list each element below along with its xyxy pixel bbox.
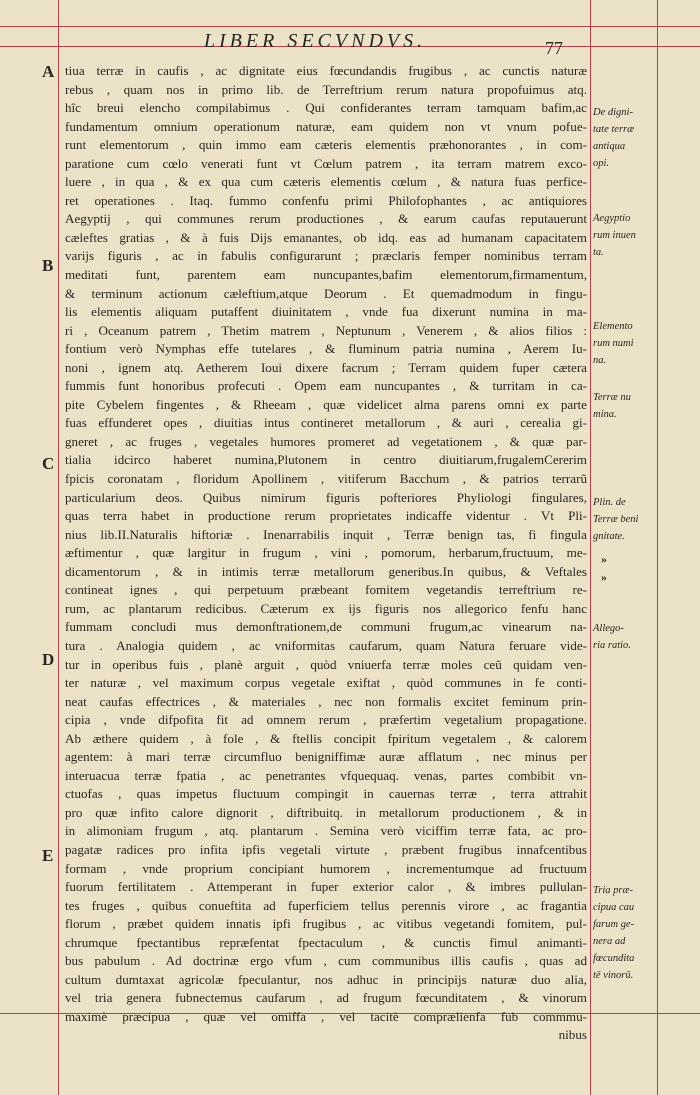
marginal-note-line: Terræ nu <box>593 392 631 403</box>
text-line: tes fruges , quibus conueftita ad fuperficiem tellus perennis virore , ac fragantia <box>65 897 587 913</box>
marginal-note-line: Allego- <box>593 623 624 634</box>
text-line: neat caufas effectrices , & materiales , nec non formalis excitet feminum prin- <box>65 693 587 709</box>
running-head: LIBER SECVNDVS. <box>203 30 427 52</box>
section-letter-e: E <box>42 846 54 865</box>
text-line: tiua terræ in caufis , ac dignitate eius fœcundandis frugibus , ac cunctis naturæ <box>65 63 587 78</box>
section-letter-d: D <box>42 650 55 669</box>
margin-note-rule-left <box>590 0 591 1095</box>
marginal-note-line: antiqua <box>593 141 626 152</box>
marginal-note-line: fœcundita <box>593 953 635 964</box>
text-line: fpicis coronatam , floridum Apollinem , vitiferum Bacchum , & patrios terrarũ <box>65 471 587 487</box>
text-line: pagatæ radices pro infita ipfis vegetali virtute , præbent frugibus innafcentibus <box>65 841 587 857</box>
text-line: ret operationes . Itaq. fummo confenfu primi Philofophantes , ac antiquiores <box>65 192 587 208</box>
text-line: Ab æthere quidem , à fole , & ftellis concipit fpiritum vegetalem , & calorem <box>65 730 587 746</box>
marginal-note-line: Plin. de <box>593 497 626 508</box>
marginal-note-aegyptiorum <box>593 210 655 261</box>
text-line: runt elementorum , quin immo eam cæteris elementis præhonorantes , in com- <box>65 137 587 153</box>
text-line: pite Cybelem fingentes , & Rheeam , quæ videlicet alma parens omni ex parte <box>65 396 587 412</box>
marginal-note-line: gnitate. <box>593 531 625 542</box>
text-line: rebus , quam nos in primo lib. de Terreftrium rerum natura propofuimus atq. <box>65 81 587 97</box>
text-line: bus pabulum . Ad doctrinæ ergo vfum , cum communibus illis caufis , quas ad <box>65 953 587 969</box>
marginal-note-line: De digni- <box>593 107 633 118</box>
text-line: tur in operibus fuis , planè arguit , quòd vniuerfa terræ moles ceũ quidam ven- <box>65 656 587 672</box>
text-line: contineat ignes , qui perpetuum præbeant fomitem vegetandis terreftrium re- <box>65 582 587 598</box>
text-line: rum, ac plantarum redicibus. Cæterum ex ijs figuris nos allegorico fenfu hanc <box>65 600 587 616</box>
section-letter-c: C <box>42 454 55 473</box>
marginal-note-allegoria <box>593 620 655 654</box>
text-line: nibus <box>558 1027 587 1043</box>
text-line: & terminum actionum cæleftium,atque Deorum . Et quemadmodum in fingu- <box>65 285 587 301</box>
marginal-note-line: tē vinorū. <box>593 970 634 981</box>
text-line: hîc breui elencho compilabimus . Qui confiderantes terram tamquam bafim,ac <box>65 100 587 116</box>
text-line: particularium deos. Quibus nimirum figuris pofteriores Phyliologi fingulares, <box>65 489 587 505</box>
marginal-note-line: na. <box>593 355 607 366</box>
marginal-note-line: nera ad <box>593 936 626 947</box>
marginal-note-line: ria ratio. <box>593 640 631 651</box>
text-line: lis elementis aliquam putaffent diuinitatem , vnde fua dixerunt numina in ma- <box>65 304 587 320</box>
text-line: gneret , ac fruges , vegetales humores promeret ad vegetationem , & quæ par- <box>65 433 587 449</box>
text-line: Aegyptij , qui communes rerum productiones , & earum caufas reputauerunt <box>65 211 587 227</box>
text-line: fontium verò Nymphas effe tutelares , & fluminum patria numina , Aerem Iu- <box>65 341 587 357</box>
marginal-note-line: Elemento <box>593 321 633 332</box>
text-line: maximè præcipua , quæ vel omiffa , vel tacitè comprælienfa fub commmu- <box>65 1008 587 1024</box>
marginal-note-elementorum <box>593 318 655 369</box>
text-line: fuorum fertilitatem . Attemperant in fuper exterior calor , & imbres pullulan- <box>65 879 587 895</box>
header-rule-top <box>0 26 700 27</box>
text-line: dicamentorum , & in intimis terræ metallorum generibus.In quibus, & Veftales <box>65 563 587 579</box>
body-text <box>65 62 587 1045</box>
text-line: noni , ignem atq. Aetherem Ioui dixere facrum ; Terram quidem fuper cætera <box>65 359 587 375</box>
text-line: florum , præbet quidem innatis ipfi frugibus , ac vitibus vegetandi fomitem, pul- <box>65 916 587 932</box>
text-line: paratione cum cœlo venerati funt vt Cœlum patrem , ita terram matrem exco- <box>65 155 587 171</box>
section-letter-b: B <box>42 256 54 275</box>
text-line: cipia , vnde difpofita fit ad omnem rerum , præfertim vegetalium propagatione. <box>65 712 587 728</box>
marginal-note-line: rum inuen <box>593 230 636 241</box>
quote-mark: » <box>601 570 607 584</box>
marginal-note-line: rum numi <box>593 338 634 349</box>
text-line: tialia idcirco haberet numina,Plutonem in centro diuitiarum,frugalemCererim <box>65 452 587 468</box>
text-line: interuacua terræ fpatia , ac penetrantes vfquequaq. venas, partes combibit vn- <box>65 767 587 783</box>
marginal-note-line: farum ge- <box>593 919 635 930</box>
text-line: chrumque fpectantibus repræfentat fpectaculum , & cunctis fimul animanti- <box>65 934 587 950</box>
text-line: cultum dumtaxat agricolæ fpeculantur, nos adhuc in principijs naturæ duo alia, <box>65 971 587 987</box>
marginal-note-line: ta. <box>593 247 604 258</box>
marginal-note-line: opi. <box>593 158 610 169</box>
text-line: fuas effunderet opes , diuitias intus contineret metallorum , & auri , cerealia gi- <box>65 415 587 431</box>
text-line: fundamentum omnium operationum naturæ, eam quidem non vt vnum pofue- <box>65 118 587 134</box>
marginal-note-line: Tria præ- <box>593 885 633 896</box>
text-line: cæleftes gratias , & à fuis Dijs emanantes, ob idq. eas ad humanam capacitatem <box>65 229 587 245</box>
marginal-note-line: tate terræ <box>593 124 635 135</box>
marginal-note-line: Aegyptio <box>593 213 631 224</box>
marginal-note-plinius <box>593 494 655 545</box>
text-line: vel tria genera fubnectemus caufarum , ad frugum fœcunditatem , & vinorum <box>65 990 587 1006</box>
marginal-note-tria-genera <box>593 882 655 984</box>
margin-note-rule-right <box>657 0 658 1095</box>
text-line: ctuofas , quas impetus fluctuum compingit in cauernas terræ , terra attrahit <box>65 786 587 802</box>
marginal-note-dignitate <box>593 104 655 172</box>
text-line: formam , vnde proprium concipiant humorem , incrementumque ad fructuum <box>65 860 587 876</box>
text-line: æftimentur , quæ largitur in frugum , vini , pomorum, herbarum,fructuum, me- <box>65 545 587 561</box>
section-letter-a: A <box>42 62 55 81</box>
quote-mark: » <box>601 552 607 566</box>
text-line: quas terra habet in productione rerum proprietates indicaffe videntur . Vt Pli- <box>65 508 587 524</box>
left-margin-rule <box>58 0 59 1095</box>
text-line: tura . Analogia quidem , ac vniformitas caufarum, quam Natura feruare vide- <box>65 637 587 653</box>
text-line: agentem: à mari terræ circumfluo benigniffimæ auræ afflatum , nec minus per <box>65 749 587 765</box>
page-number: 77 <box>545 38 563 58</box>
text-line: luere , in qua , & ex qua cum cæteris elementis cœlum , & natura fuas perfice- <box>65 174 587 190</box>
text-line: meditati funt, parentem eam nuncupantes,bafim elementorum,firmamentum, <box>65 267 587 283</box>
text-line: fummis funt honoribus profecuti . Opem eam nuncupantes , & turritam in ca- <box>65 378 587 394</box>
text-line: pro quæ infito calore dignorit , diftribuitq. in metallorum productionem , & in <box>65 804 587 820</box>
text-line: in alimoniam frugum , atq. plantarum . Semina verò viciffim terræ fata, ac pro- <box>65 823 587 839</box>
text-line: nius lib.II.Naturalis hiftoriæ . Inenarrabilis inquit , Terræ benign tas, fi fingula <box>65 526 587 542</box>
text-line: ri , Oceanum patrem , Thetim matrem , Neptunum , Venerem , & alios filios : <box>65 322 587 338</box>
text-line: fummam concludi mus demonftrationem,de communi frugum,ac vinearum na- <box>65 619 587 635</box>
marginal-note-line: mina. <box>593 409 617 420</box>
text-line: ter naturæ , vel maximum corpus vegetale exiftat , quòd communes in fe conti- <box>65 675 587 691</box>
marginal-note-line: Terræ beni <box>593 514 639 525</box>
marginal-note-line: cipua cau <box>593 902 635 913</box>
text-line: varijs figuris , ac in fabulis configurarunt ; præclaris femper nominibus terram <box>65 248 587 264</box>
marginal-note-terrae-numina <box>593 389 655 423</box>
